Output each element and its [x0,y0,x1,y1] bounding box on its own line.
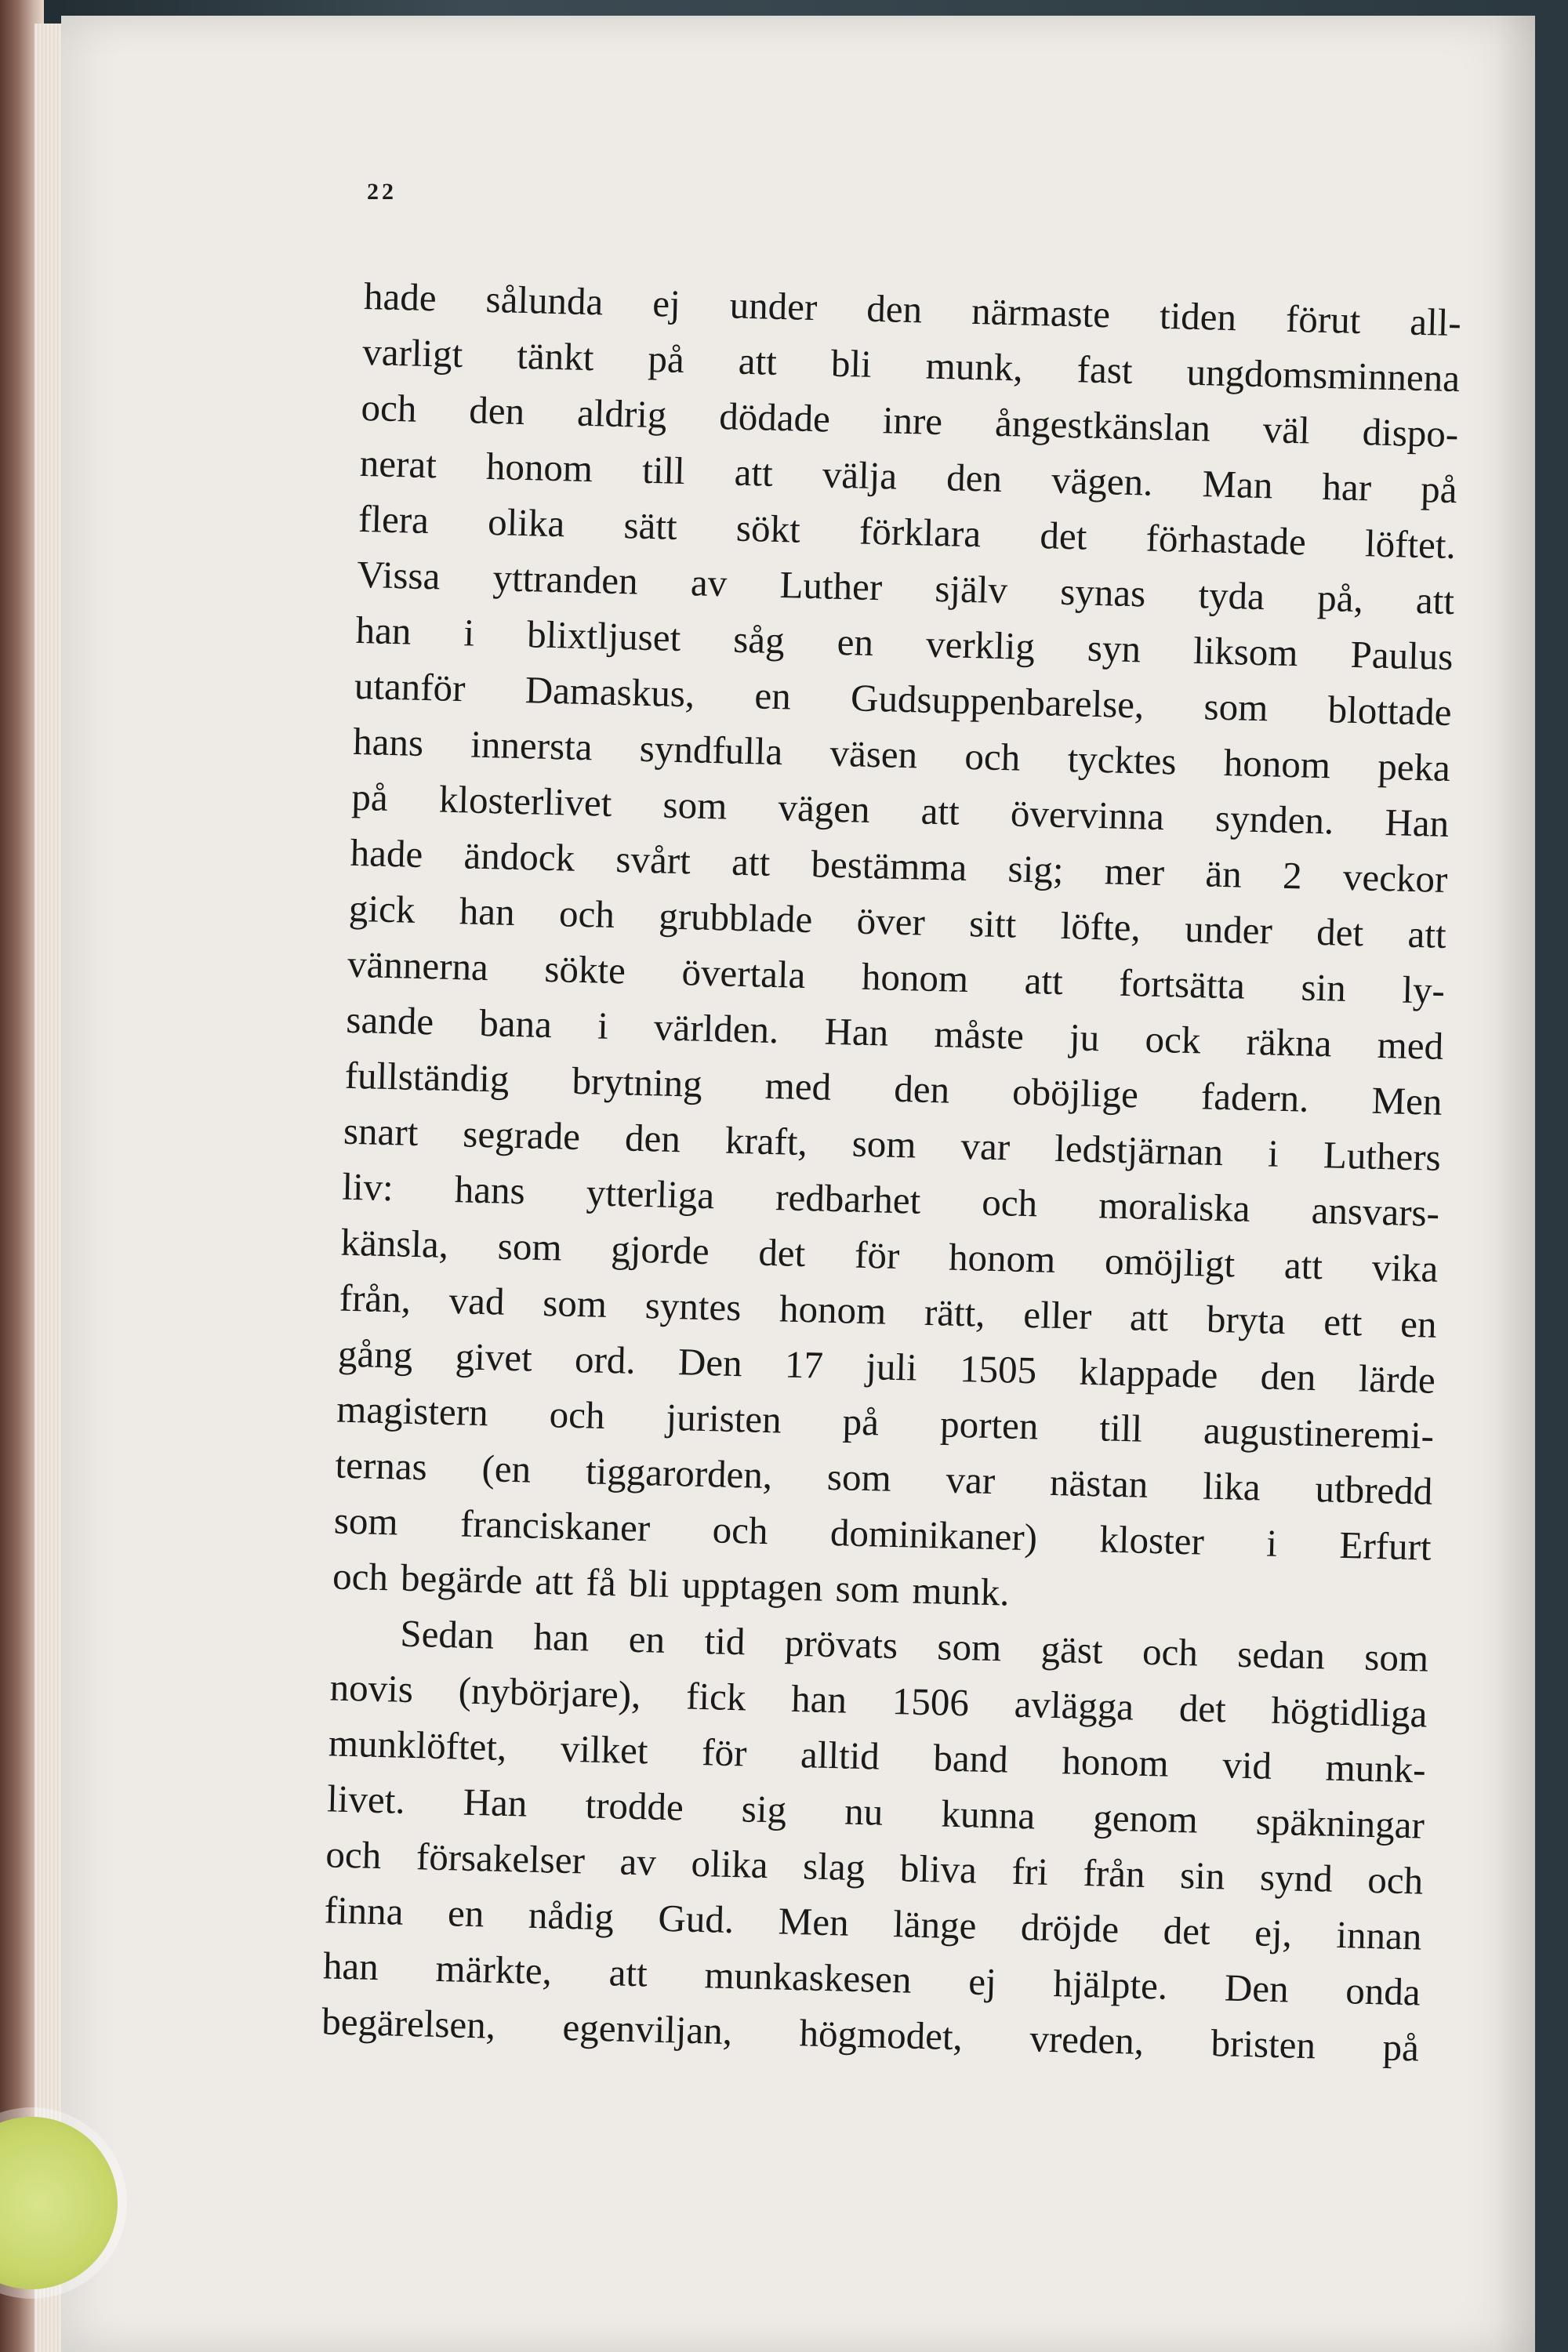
text-line: gick han och grubblade över sitt löfte, under det att [348,886,1447,956]
text-line: begärelsen, egenviljan, högmodet, vreden, bristen på [321,1999,1420,2070]
text-line: hade sålunda ej under den närmaste tiden förut all- [363,274,1462,345]
text-line: gång givet ord. Den 17 juli 1505 klappade den lärde [337,1331,1436,1402]
page-gutter-shadow [1496,16,1535,2352]
text-line: novis (nybörjare), fick han 1506 avlägga det högtidliga [329,1665,1428,1736]
text-line: hans innersta syndfulla väsen och tycktes honom peka [352,719,1451,790]
text-line: varligt tänkt på att bli munk, fast ungdomsminnena [361,329,1461,401]
text-line: vännerna sökte övertala honom att fortsätta sin ly- [347,942,1446,1012]
text-line: på klosterlivet som vägen att övervinna synden. Han [350,775,1450,845]
text-line: snart segrade den kraft, som var ledstjärnan i Luthers [343,1109,1442,1179]
text-line: munklöftet, vilket för alltid band honom vid munk- [328,1721,1427,1791]
text-line: hade ändock svårt att bestämma sig; mer än 2 veckor [350,830,1449,901]
text-line: han i blixtljuset såg en verklig syn liksom Paulus [355,608,1454,679]
text-line: och begärde att få bli upptagen som munk. [332,1554,1011,1614]
text-line: och den aldrig dödade inre ångestkänslan väl dispo- [360,385,1459,456]
text-line: Vissa yttranden av Luther själv synas tyda på, att [356,552,1455,623]
text-line: som franciskaner och dominikaner) kloster i Erfurt [333,1498,1432,1569]
text-line: utanför Damaskus, en Gudsuppenbarelse, som blottade [354,663,1453,735]
page-number: 22 [367,179,397,205]
text-line: sande bana i världen. Han måste ju ock räkna med [345,997,1444,1068]
text-line: ternas (en tiggarorden, som var nästan lika utbredd [335,1443,1433,1513]
text-line: finna en nådig Gud. Men länge dröjde det ej, innan [324,1888,1423,1958]
text-line: magistern och juristen på porten till augustineremi- [336,1387,1435,1457]
text-line: liv: hans ytterliga redbarhet och moraliska ansvars- [341,1164,1440,1235]
text-line: flera olika sätt sökt förklara det förhastade löftet. [358,496,1457,568]
text-line: nerat honom till att välja den vägen. Man har på [359,441,1458,512]
text-line: från, vad som syntes honom rätt, eller att bryta ett en [339,1276,1438,1346]
text-line: livet. Han trodde sig nu kunna genom späkningar [326,1777,1425,1847]
text-line: fullständig brytning med den oböjlige fadern. Men [344,1053,1443,1123]
text-line: han märkte, att munkaskesen ej hjälpte. Den onda [322,1944,1421,2014]
text-line: Sedan han en tid prövats som gäst och sedan som [399,1611,1429,1680]
text-line: och försakelser av olika slag bliva fri från sin synd och [325,1832,1424,1903]
body-text [321,268,1461,2076]
text-line: känsla, som gjorde det för honom omöjligt att vika [339,1220,1439,1290]
